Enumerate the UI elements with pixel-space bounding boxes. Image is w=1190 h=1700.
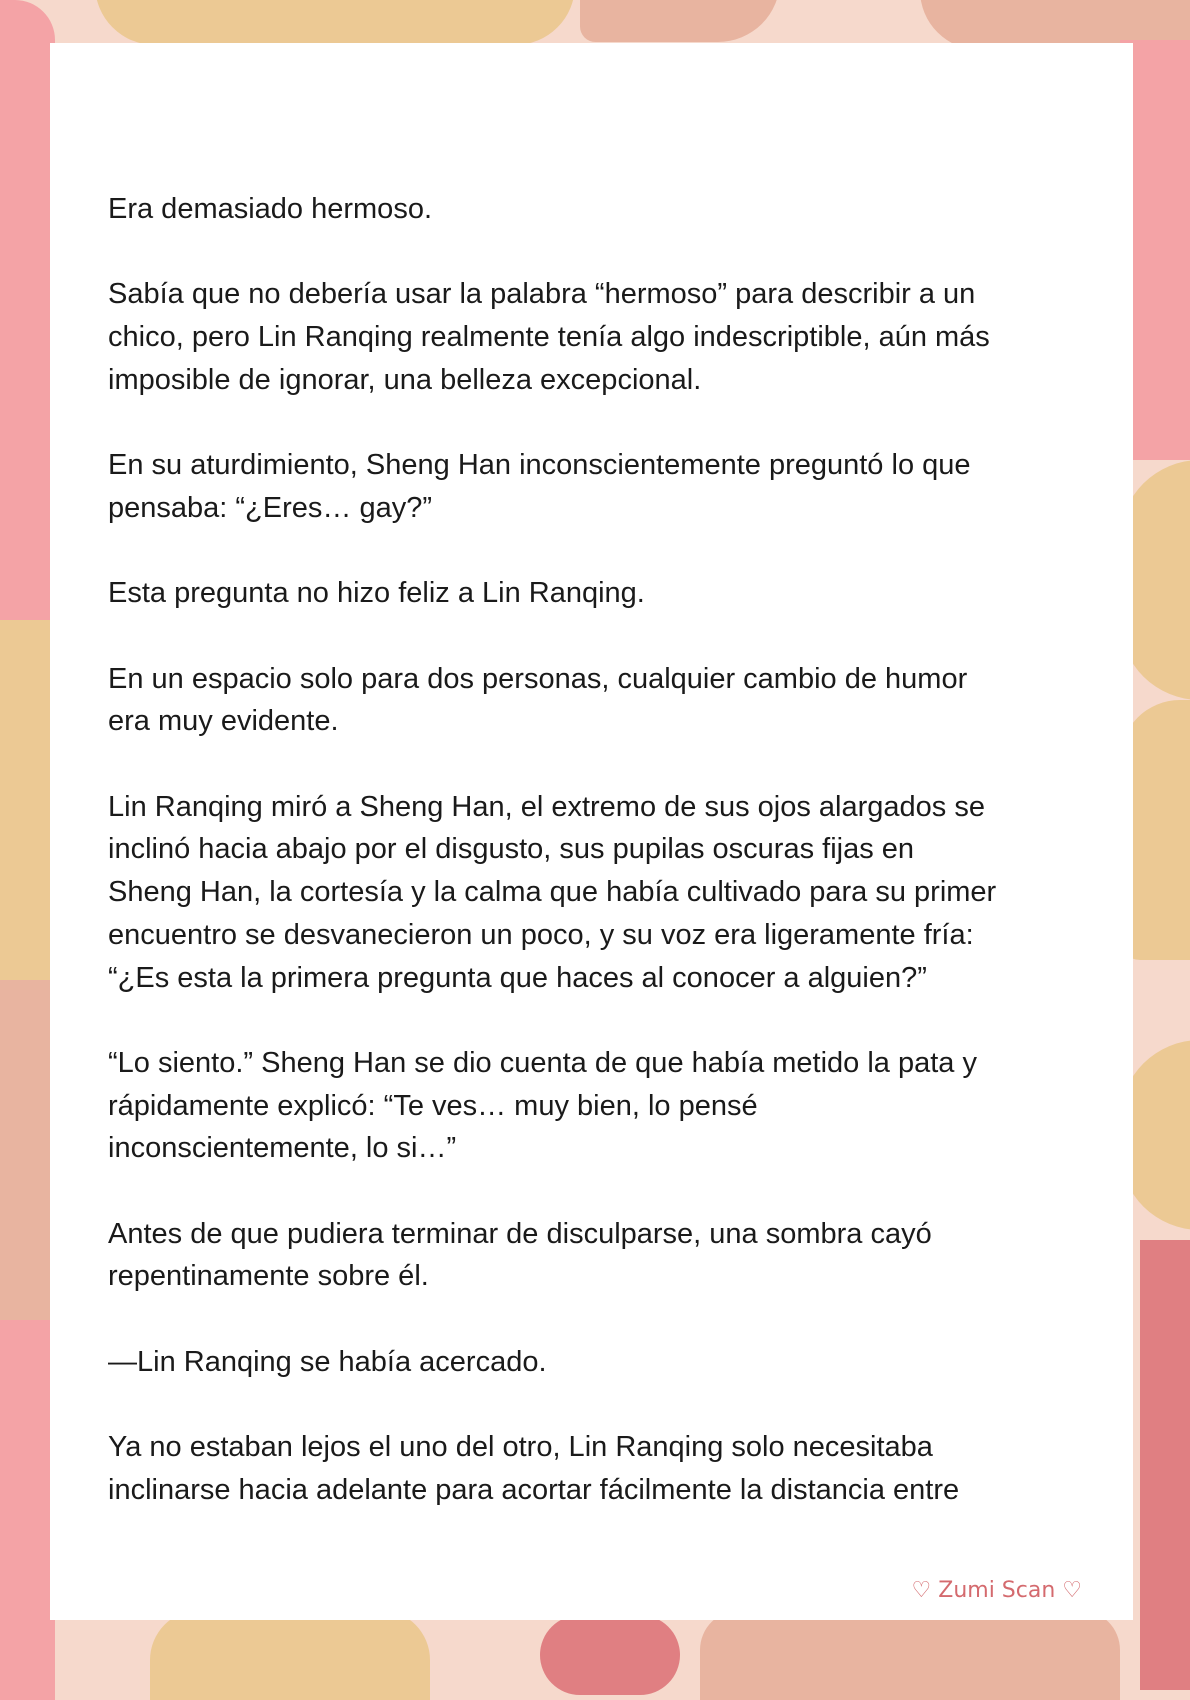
paragraph bbox=[108, 658, 1108, 743]
text-line: —Lin Ranqing se había acercado. bbox=[108, 1345, 547, 1378]
text-line: encuentro se desvanecieron un poco, y su voz era ligeramente fría: bbox=[108, 918, 974, 951]
text-line: Esta pregunta no hizo feliz a Lin Ranqing. bbox=[108, 577, 645, 610]
text-line: chico, pero Lin Ranqing realmente tenía algo indescriptible, aún más bbox=[108, 321, 990, 354]
paragraph bbox=[108, 444, 1108, 529]
paragraph bbox=[108, 1042, 1108, 1170]
text-line: En su aturdimiento, Sheng Han inconscientemente preguntó lo que bbox=[108, 449, 971, 482]
scanlator-credit: ♡ Zumi Scan ♡ bbox=[911, 1578, 1082, 1603]
paragraph bbox=[108, 572, 1108, 615]
text-line: imposible de ignorar, una belleza excepcional. bbox=[108, 363, 702, 396]
paragraph bbox=[108, 273, 1108, 401]
decor-blob bbox=[95, 0, 575, 45]
decor-blob bbox=[540, 1615, 680, 1695]
text-line: “¿Es esta la primera pregunta que haces al conocer a alguien?” bbox=[108, 961, 927, 994]
decor-blob bbox=[1140, 1240, 1190, 1690]
decor-blob bbox=[0, 980, 55, 1320]
paragraph bbox=[108, 1426, 1108, 1511]
text-line: rápidamente explicó: “Te ves… muy bien, lo pensé bbox=[108, 1089, 758, 1122]
text-line: Sheng Han, la cortesía y la calma que había cultivado para su primer bbox=[108, 876, 997, 909]
text-line: inclinó hacia abajo por el disgusto, sus pupilas oscuras fijas en bbox=[108, 833, 915, 866]
text-line: inconscientemente, lo si…” bbox=[108, 1132, 457, 1165]
text-line: “Lo siento.” Sheng Han se dio cuenta de que había metido la pata y bbox=[108, 1046, 977, 1079]
text-line: pensaba: “¿Eres… gay?” bbox=[108, 491, 432, 524]
decor-blob bbox=[150, 1610, 430, 1700]
text-line: Antes de que pudiera terminar de disculparse, una sombra cayó bbox=[108, 1217, 932, 1250]
paragraph bbox=[108, 188, 1108, 231]
paragraph bbox=[108, 1341, 1108, 1384]
decor-blob bbox=[0, 620, 55, 980]
text-line: Ya no estaban lejos el uno del otro, Lin Ranqing solo necesitaba bbox=[108, 1431, 933, 1464]
text-line: era muy evidente. bbox=[108, 705, 339, 738]
decor-blob bbox=[0, 1320, 55, 1700]
paragraph bbox=[108, 786, 1108, 1000]
text-line: En un espacio solo para dos personas, cualquier cambio de humor bbox=[108, 662, 968, 695]
text-line: Era demasiado hermoso. bbox=[108, 193, 432, 225]
text-line: Sabía que no debería usar la palabra “hermoso” para describir a un bbox=[108, 278, 976, 311]
decor-blob bbox=[700, 1610, 1120, 1700]
paragraph bbox=[108, 1213, 1108, 1298]
decor-blob bbox=[580, 0, 780, 42]
chapter-text bbox=[108, 188, 1108, 1554]
decor-blob bbox=[0, 0, 55, 620]
text-line: inclinarse hacia adelante para acortar fácilmente la distancia entre bbox=[108, 1473, 960, 1506]
text-line: repentinamente sobre él. bbox=[108, 1260, 429, 1293]
text-line: Lin Ranqing miró a Sheng Han, el extremo de sus ojos alargados se bbox=[108, 790, 985, 823]
